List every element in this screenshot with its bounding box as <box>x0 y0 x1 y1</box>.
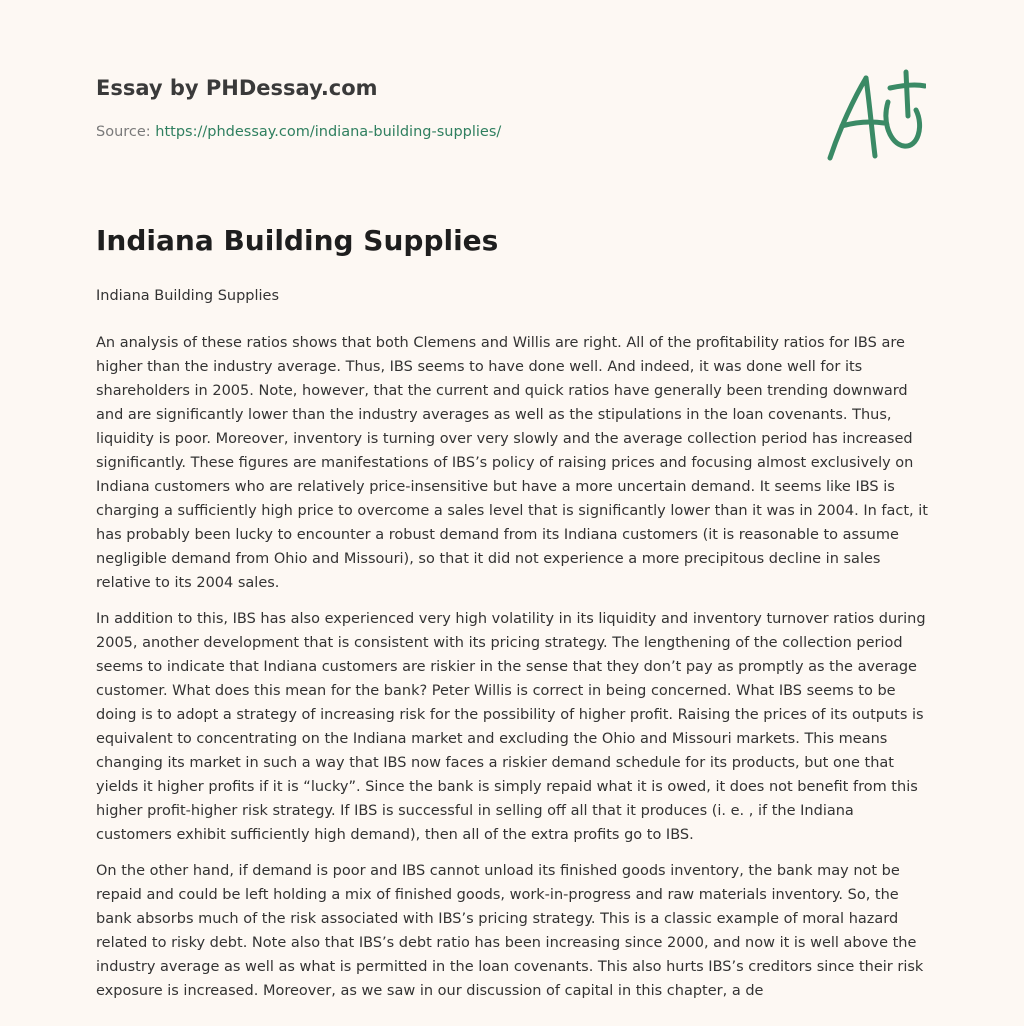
page-header <box>96 0 928 200</box>
source-label: Source: <box>96 124 151 140</box>
essay-paragraph: An analysis of these ratios shows that both Clemens and Willis are right. All of the profitability ratios for IBS are higher than the industry average. Thus, IBS seems to have done well. And indeed, it was done well for its shareholders in 2005. Note, however, that the current and quick ratios have generally been trending downward and are significantly lower than the industry averages as well as the stipulations in the loan covenants. Thus, liquidity is poor. Moreover, inventory is turning over very slowly and the average collection period has increased significantly. These figures are manifestations of IBS’s policy of raising prices and focusing almost exclusively on Indiana customers who are relatively price-insensitive but have a more uncertain demand. It seems like IBS is charging a sufficiently high price to overcome a sales level that is significantly lower than it was in 2004. In fact, it has probably been lucky to encounter a robust demand from its Indiana customers (it is reasonable to assume negligible demand from Ohio and Missouri), so that it did not experience a more precipitous decline in sales relative to its 2004 sales. <box>96 335 928 591</box>
site-title: Essay by PHDessay.com <box>96 76 378 100</box>
source-link[interactable]: https://phdessay.com/indiana-building-supplies/ <box>155 124 502 140</box>
essay-title: Indiana Building Supplies <box>96 224 499 257</box>
essay-body <box>96 331 932 1015</box>
essay-paragraph: In addition to this, IBS has also experienced very high volatility in its liquidity and inventory turnover ratios during 2005, another development that is consistent with its pricing strategy. The lengthening of the collection period seems to indicate that Indiana customers are riskier in the sense that they don’t pay as promptly as the average customer. What does this mean for the bank? Peter Willis is correct in being concerned. What IBS seems to be doing is to adopt a strategy of increasing risk for the possibility of higher profit. Raising the prices of its outputs is equivalent to concentrating on the Indiana market and excluding the Ohio and Missouri markets. This means changing its market in such a way that IBS now faces a riskier demand schedule for its products, but one that yields it higher profits if it is “lucky”. Since the bank is simply repaid what it is owed, it does not benefit from this higher profit-higher risk strategy. If IBS is successful in selling off all that it produces (i. e. , if the Indiana customers exhibit sufficiently high demand), then all of the extra profits go to IBS. <box>96 611 926 843</box>
essay-subtitle: Indiana Building Supplies <box>96 288 280 304</box>
essay-paragraph: On the other hand, if demand is poor and IBS cannot unload its finished goods inventory, the bank may not be repaid and could be left holding a mix of finished goods, work-in-progress and raw materials inventory. So, the bank absorbs much of the risk associated with IBS’s pricing strategy. This is a classic example of moral hazard related to risky debt. Note also that IBS’s debt ratio has been increasing since 2000, and now it is well above the industry average as well as what is permitted in the loan covenants. This also hurts IBS’s creditors since their risk exposure is increased. Moreover, as we saw in our discussion of capital in this chapter, a de <box>96 863 924 999</box>
a-plus-logo-icon <box>826 66 926 166</box>
source-line <box>96 124 501 140</box>
